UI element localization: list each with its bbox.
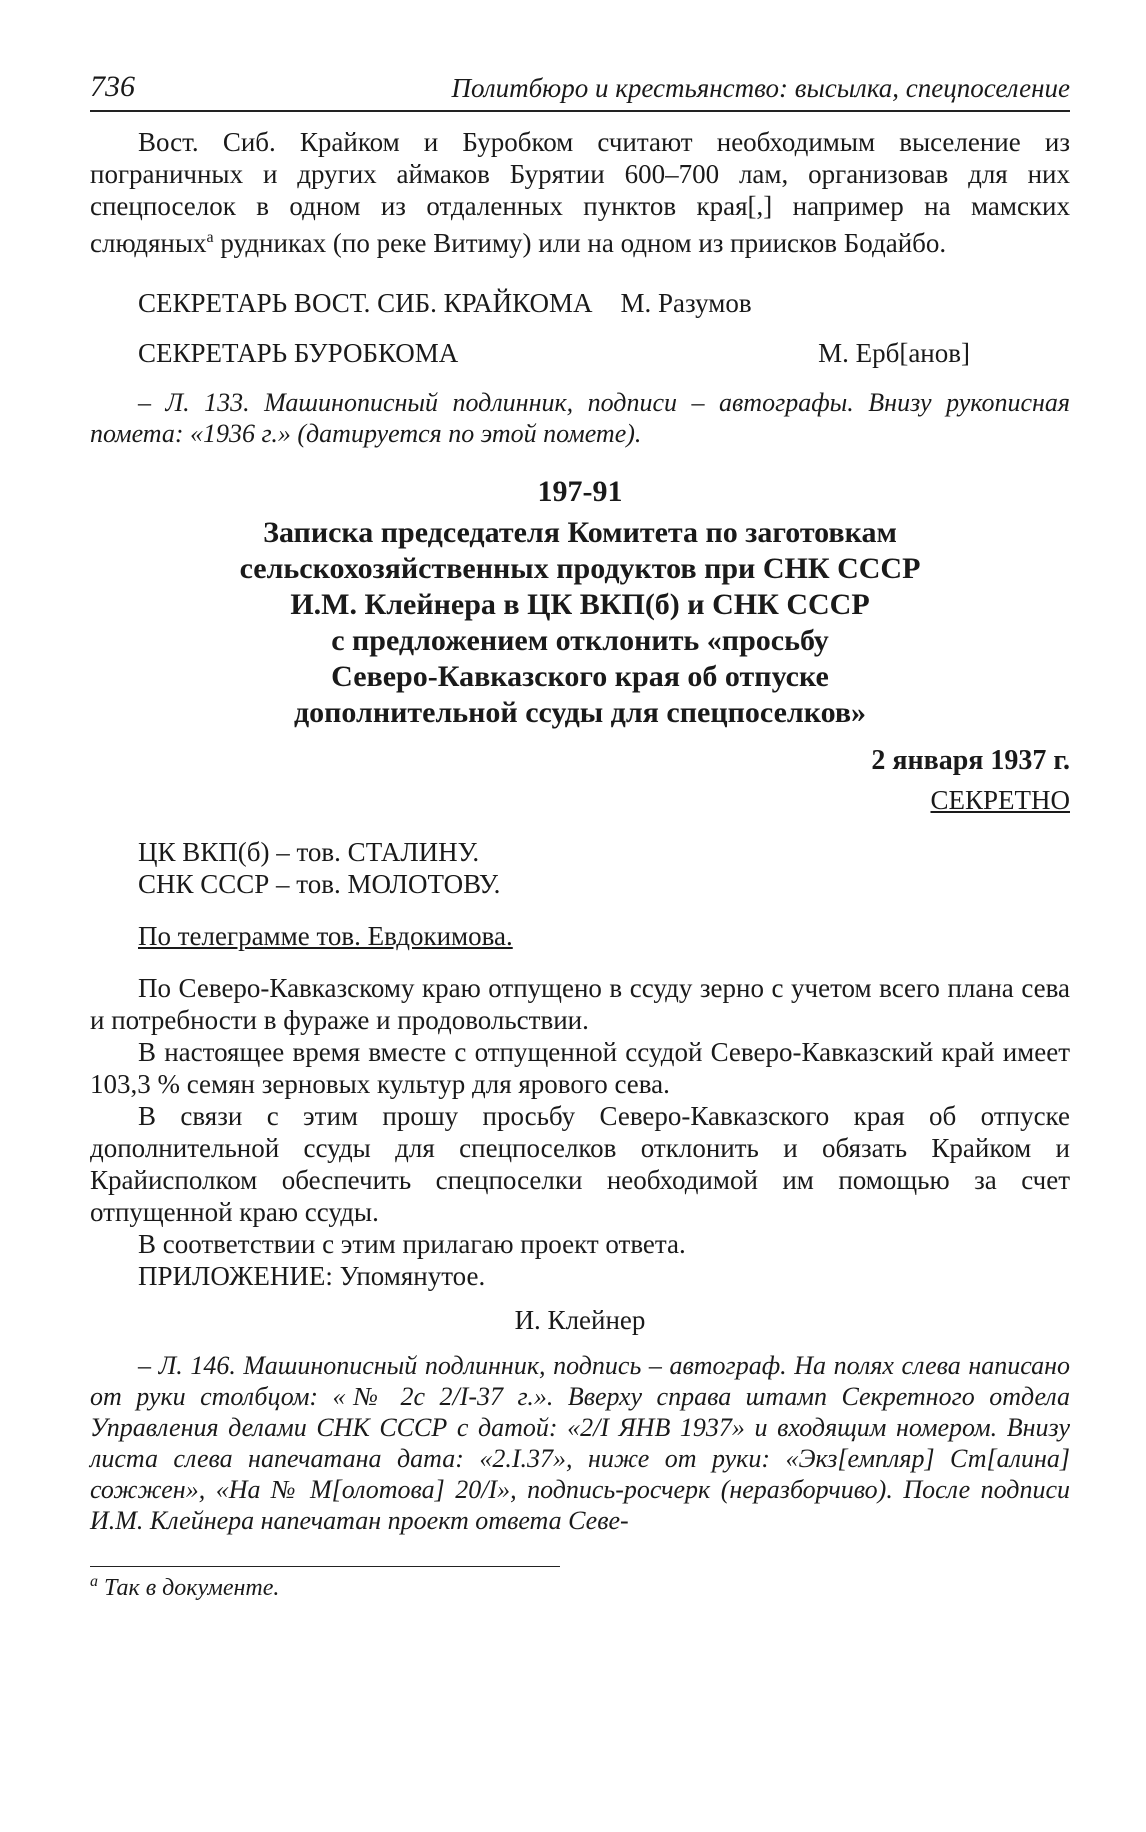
footnote-mark: а — [90, 1573, 98, 1590]
signature-role: СЕКРЕТАРЬ ВОСТ. СИБ. КРАЙКОМА — [138, 288, 593, 318]
title-line: с предложением отклонить «просьбу — [331, 624, 829, 657]
title-line: сельскохозяйственных продуктов при СНК СССР — [239, 552, 921, 585]
signature-line-1 — [90, 287, 1070, 319]
subject-line — [90, 920, 1070, 952]
attachment-line: ПРИЛОЖЕНИЕ: Упомянутое. — [138, 1261, 486, 1291]
footnote-mark: а — [206, 229, 214, 246]
classification-stamp — [90, 785, 1070, 816]
addressees — [90, 836, 1070, 900]
document-signature — [90, 1304, 1070, 1336]
document-date: 2 января 1937 г. — [871, 745, 1070, 776]
body-paragraph: По Северо-Кавказскому краю отпущено в ссуду зерно с учетом всего плана сева и потребности в фураже и продовольствии. — [90, 973, 1070, 1035]
intro-paragraph — [90, 126, 1070, 259]
addressee: ЦК ВКП(б) – тов. СТАЛИНУ. — [138, 837, 480, 867]
footnote-text: Так в документе. — [98, 1575, 280, 1601]
intro-text: Вост. Сиб. Крайком и Буробком считают необходимым выселение из пограничных и других аймаков Бурятии 600–700 лам, организовав для них спецпоселок в одном из отдаленных пунктов края[,] например на мамских слюдяных — [90, 127, 1070, 258]
subject-text: По телеграмме тов. Евдокимова. — [138, 921, 513, 951]
footnote-divider — [90, 1566, 560, 1567]
signature-role: СЕКРЕТАРЬ БУРОБКОМА — [138, 338, 459, 368]
title-line: Северо-Кавказского края об отпуске — [331, 660, 829, 693]
document-number: 197-91 — [537, 475, 623, 508]
running-header — [90, 70, 1070, 112]
body-paragraph: В настоящее время вместе с отпущенной ссудой Северо-Кавказский край имеет 103,3 % семян зерновых культур для ярового сева. — [90, 1037, 1070, 1099]
running-title: Политбюро и крестьянство: высылка, спецпоселение — [451, 73, 1070, 103]
archival-note-top: – Л. 133. Машинописный подлинник, подписи – автографы. Внизу рукописная помета: «1936 г.» (датируется по этой помете). — [90, 388, 1070, 448]
footnote — [90, 1573, 1070, 1602]
intro-text-end: рудниках (по реке Витиму) или на одном из приисков Бодайбо. — [213, 228, 947, 258]
signature-name: М. Разумов — [620, 288, 752, 318]
classification-text: СЕКРЕТНО — [930, 785, 1070, 815]
body-paragraph: В соответствии с этим прилагаю проект ответа. — [138, 1229, 686, 1259]
title-line: дополнительной ссуды для спецпоселков» — [293, 696, 867, 729]
body-paragraph: В связи с этим прошу просьбу Северо-Кавказского края об отпуске дополнительной ссуды для спецпоселков отклонить и обязать Крайком и Крайисполком обеспечить спецпоселки необходимой им помощью за счет отпущенной краю ссуды. — [90, 1101, 1070, 1227]
archival-note-bottom: – Л. 146. Машинописный подлинник, подпись – автограф. На полях слева написано от руки столбцом: «№ 2с 2/I-37 г.». Вверху справа штамп Секретного отдела Управления делами СНК СССР с датой: «2/I ЯНВ 1937» и входящим номером. Внизу листа слева напечатана дата: «2.I.37», ниже от руки: «Экз[емпляр] Ст[алина] сожжен», «На № М[олотова] 20/I», подпись-росчерк (неразборчиво). После подписи И.М. Клейнера напечатан проект ответа Севе- — [90, 1351, 1070, 1535]
document-title — [90, 515, 1070, 731]
title-line: И.М. Клейнера в ЦК ВКП(б) и СНК СССР — [290, 588, 870, 621]
page-number: 736 — [90, 70, 135, 103]
signature-name: И. Клейнер — [514, 1305, 646, 1335]
signature-name: М. Ерб[анов] — [818, 338, 970, 368]
addressee: СНК СССР – тов. МОЛОТОВУ. — [138, 869, 501, 899]
title-line: Записка председателя Комитета по заготовкам — [263, 516, 897, 549]
page — [90, 70, 1070, 1602]
signature-line-2 — [90, 337, 1070, 369]
